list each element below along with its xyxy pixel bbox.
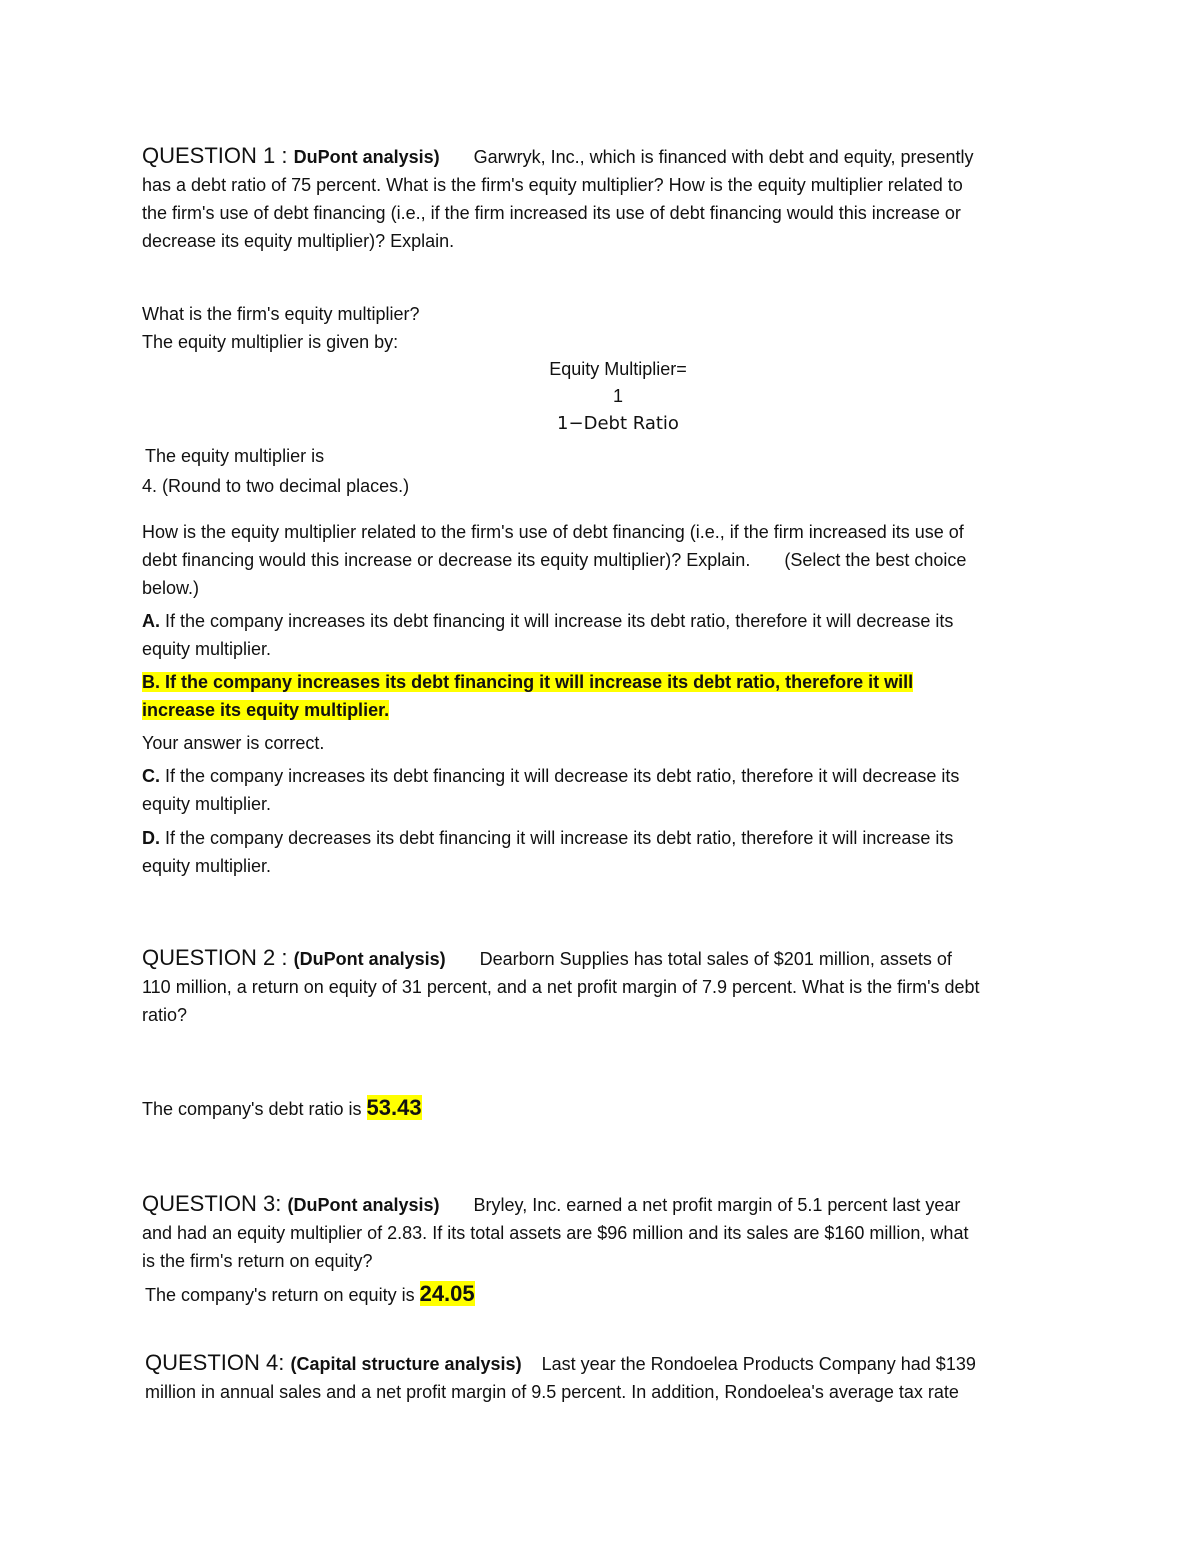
question-4-label: QUESTION 4: (145, 1350, 291, 1375)
option-text: If the company increases its debt financing it will decrease its debt ratio, therefore it will decrease its (160, 766, 960, 786)
option-text-cont: increase its equity multiplier. (142, 700, 390, 720)
option-d[interactable] (142, 824, 1067, 880)
question-1-prompt-line1: Garwryk, Inc., which is financed with debt and equity, presently (473, 147, 974, 167)
question-3-prompt-line2: and had an equity multiplier of 2.83. If its total assets are $96 million and its sales are $160 million, what (142, 1223, 969, 1243)
option-letter: C. (142, 766, 160, 786)
option-text-cont: equity multiplier. (142, 856, 272, 876)
question-3-prompt-line1: Bryley, Inc. earned a net profit margin of 5.1 percent last year (473, 1195, 961, 1215)
question-2-prompt-line3: ratio? (142, 1005, 188, 1025)
question-3-answer (145, 1280, 1070, 1309)
question-4-prompt-line1: Last year the Rondoelea Products Company had $139 (541, 1354, 976, 1374)
question-3-prompt-line3: is the firm's return on equity? (142, 1251, 373, 1271)
option-letter: D. (142, 828, 160, 848)
option-c[interactable] (142, 762, 1067, 818)
sub-question: What is the firm's equity multiplier? (142, 304, 420, 324)
question-2-prompt-line1: Dearborn Supplies has total sales of $201 million, assets of (479, 949, 952, 969)
question-1-topic: DuPont analysis) (293, 147, 440, 167)
sub-question-2-line2: debt financing would this increase or decrease its equity multiplier)? Explain. (142, 550, 751, 570)
option-text: If the company increases its debt financing it will increase its debt ratio, therefore it will decrease its (160, 611, 954, 631)
question-1-part-2 (142, 518, 1067, 602)
answer-value: 53.43 (366, 1095, 422, 1120)
question-2-topic: (DuPont analysis) (293, 949, 446, 969)
question-3-label: QUESTION 3: (142, 1191, 288, 1216)
option-a[interactable] (142, 607, 1067, 663)
formula-label: Equity Multiplier= (549, 359, 687, 379)
answer-label: The company's debt ratio is (142, 1099, 367, 1119)
option-text: If the company increases its debt financing it will increase its debt ratio, therefore it will (160, 672, 914, 692)
select-instruction: (Select the best choice (784, 550, 967, 570)
sub-question-2-line3: below.) (142, 578, 200, 598)
question-1-label: QUESTION 1 : (142, 143, 294, 168)
question-2-label: QUESTION 2 : (142, 945, 294, 970)
question-1-prompt-line4: decrease its equity multiplier)? Explain. (142, 231, 455, 251)
option-text: If the company decreases its debt financing it will increase its debt ratio, therefore it will increase its (160, 828, 954, 848)
question-1-part-1 (142, 300, 1067, 356)
question-4-topic: (Capital structure analysis) (290, 1354, 522, 1374)
answer-value: 24.05 (419, 1281, 475, 1306)
equity-multiplier-result (145, 442, 1070, 470)
question-4-prompt-line2: million in annual sales and a net profit margin of 9.5 percent. In addition, Rondoelea's average tax rate (145, 1382, 959, 1402)
question-2-answer (142, 1094, 1067, 1123)
option-text-cont: equity multiplier. (142, 794, 272, 814)
question-4-prompt (145, 1349, 1070, 1406)
question-1-prompt-line3: the firm's use of debt financing (i.e., if the firm increased its use of debt financing would this increase or (142, 203, 961, 223)
equity-multiplier-value-row (142, 472, 1067, 500)
option-letter: A. (142, 611, 160, 631)
question-1-prompt (142, 142, 1067, 255)
answer-feedback: Your answer is correct. (142, 733, 325, 753)
option-text-cont: equity multiplier. (142, 639, 272, 659)
formula-intro: The equity multiplier is given by: (142, 332, 399, 352)
answer-label: The company's return on equity is (145, 1285, 420, 1305)
question-3-prompt (142, 1190, 1067, 1275)
option-letter: B. (142, 672, 160, 692)
result-value: 4. (Round to two decimal places.) (142, 476, 410, 496)
question-3-topic: (DuPont analysis) (287, 1195, 440, 1215)
formula-numerator: 1 (612, 386, 623, 406)
question-2-prompt (142, 944, 1067, 1029)
option-b-selected[interactable] (142, 668, 1067, 724)
result-label: The equity multiplier is (145, 446, 325, 466)
question-2-prompt-line2: 110 million, a return on equity of 31 percent, and a net profit margin of 7.9 percent. What is the firm's debt (142, 977, 980, 997)
sub-question-2-line1: How is the equity multiplier related to the firm's use of debt financing (i.e., if the firm increased its use of (142, 522, 964, 542)
formula-denominator: 1−Debt Ratio (557, 413, 679, 434)
question-1-prompt-line2: has a debt ratio of 75 percent. What is the firm's equity multiplier? How is the equity multiplier related to (142, 175, 963, 195)
